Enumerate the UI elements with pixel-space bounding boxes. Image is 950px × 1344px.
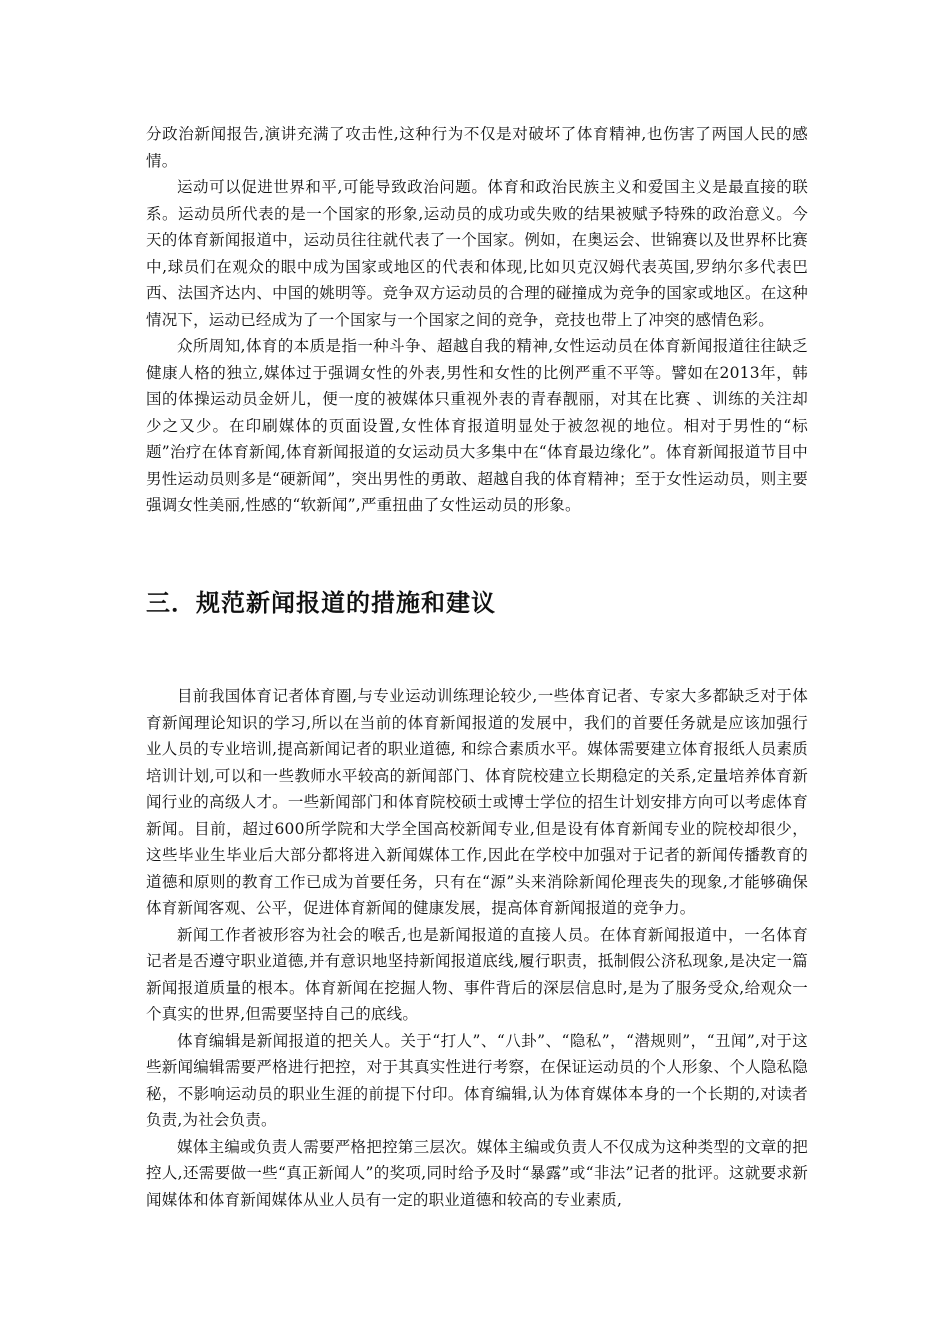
paragraph-chief-editor: 媒体主编或负责人需要严格把控第三层次。媒体主编或负责人不仅成为这种类型的文章的把控人,还需要做一些“真正新闻人”的奖项,同时给予及时“暴露”或“非法”记者的批评。这就要求新闻媒体和体育新闻媒体从业人员有一定的职业道德和较高的专业素质, [146, 1137, 808, 1209]
paragraph-continuation: 分政治新闻报告,演讲充满了攻击性,这种行为不仅是对破坏了体育精神,也伤害了两国人民的感情。 [146, 125, 808, 170]
paragraph-sports-politics: 运动可以促进世界和平,可能导致政治问题。体育和政治民族主义和爱国主义是最直接的联系。运动员所代表的是一个国家的形象,运动员的成功或失败的结果被赋予特殊的政治意义。今天的体育新闻报道中，运动员往往就代表了一个国家。例如，在奥运会、世锦赛以及世界杯比赛中,球员们在观众的眼中成为国家或地区的代表和体现,比如贝克汉姆代表英国,罗纳尔多代表巴西、法国齐达内、中国的姚明等。竞争双方运动员的合理的碰撞成为竞争的国家或地区。在这种情况下，运动已经成为了一个国家与一个国家之间的竞争，竞技也带上了冲突的感情色彩。 [146, 178, 808, 329]
paragraph-female-athletes: 众所周知,体育的本质是指一种斗争、超越自我的精神,女性运动员在体育新闻报道往往缺乏健康人格的独立,媒体过于强调女性的外表,男性和女性的比例严重不平等。譬如在2013年，韩国的体操运动员金妍儿，便一度的被媒体只重视外表的青春靓丽，对其在比赛 、训练的关注却少之又少。在印刷媒体的页面设置,女性体育报道明显处于被忽视的地位。相对于男性的“标题”治疗在体育新闻,体育新闻报道的女运动员大多集中在“体育最边缘化”。体育新闻报道节目中男性运动员则多是“硬新闻”，突出男性的勇敢、超越自我的体育精神；至于女性运动员，则主要强调女性美丽,性感的“软新闻”,严重扭曲了女性运动员的形象。 [146, 337, 808, 514]
section-heading: 三．规范新闻报道的措施和建议 [146, 589, 496, 617]
paragraph-journalist-training: 目前我国体育记者体育圈,与专业运动训练理论较少,一些体育记者、专家大多都缺乏对于体育新闻理论知识的学习,所以在当前的体育新闻报道的发展中，我们的首要任务就是应该加强行业人员的专业培训,提高新闻记者的职业道德, 和综合素质水平。媒体需要建立体育报纸人员素质培训计划,可以和一些教师水平较高的新闻部门、体育院校建立长期稳定的关系,定量培养体育新闻行业的高级人才。一些新闻部门和体育院校硕士或博士学位的招生计划安排方向可以考虑体育新闻。目前，超过600所学院和大学全国高校新闻专业,但是设有体育新闻专业的院校却很少，这些毕业生毕业后大部分都将进入新闻媒体工作,因此在学校中加强对于记者的新闻传播教育的道德和原则的教育工作已成为首要任务，只有在“源”头来消除新闻伦理丧失的现象,才能够确保体育新闻客观、公平，促进体育新闻的健康发展，提高体育新闻报道的竞争力。 [146, 687, 808, 917]
paragraph-sports-editor: 体育编辑是新闻报道的把关人。关于“打人”、“八卦”、“隐私”，“潜规则”，“丑闻”,对于这些新闻编辑需要严格进行把控，对于其真实性进行考察，在保证运动员的个人形象、个人隐私隐秘，不影响运动员的职业生涯的前提下付印。体育编辑,认为体育媒体本身的一个长期的,对读者负责,为社会负责。 [146, 1031, 808, 1129]
body-text-top [146, 121, 808, 519]
body-text-bottom [146, 683, 808, 1213]
paragraph-journalist-ethics: 新闻工作者被形容为社会的喉舌,也是新闻报道的直接人员。在体育新闻报道中，一名体育记者是否遵守职业道德,并有意识地坚持新闻报道底线,履行职责，抵制假公济私现象,是决定一篇新闻报道质量的根本。体育新闻在挖掘人物、事件背后的深层信息时,是为了服务受众,给观众一个真实的世界,但需要坚持自己的底线。 [146, 925, 808, 1023]
